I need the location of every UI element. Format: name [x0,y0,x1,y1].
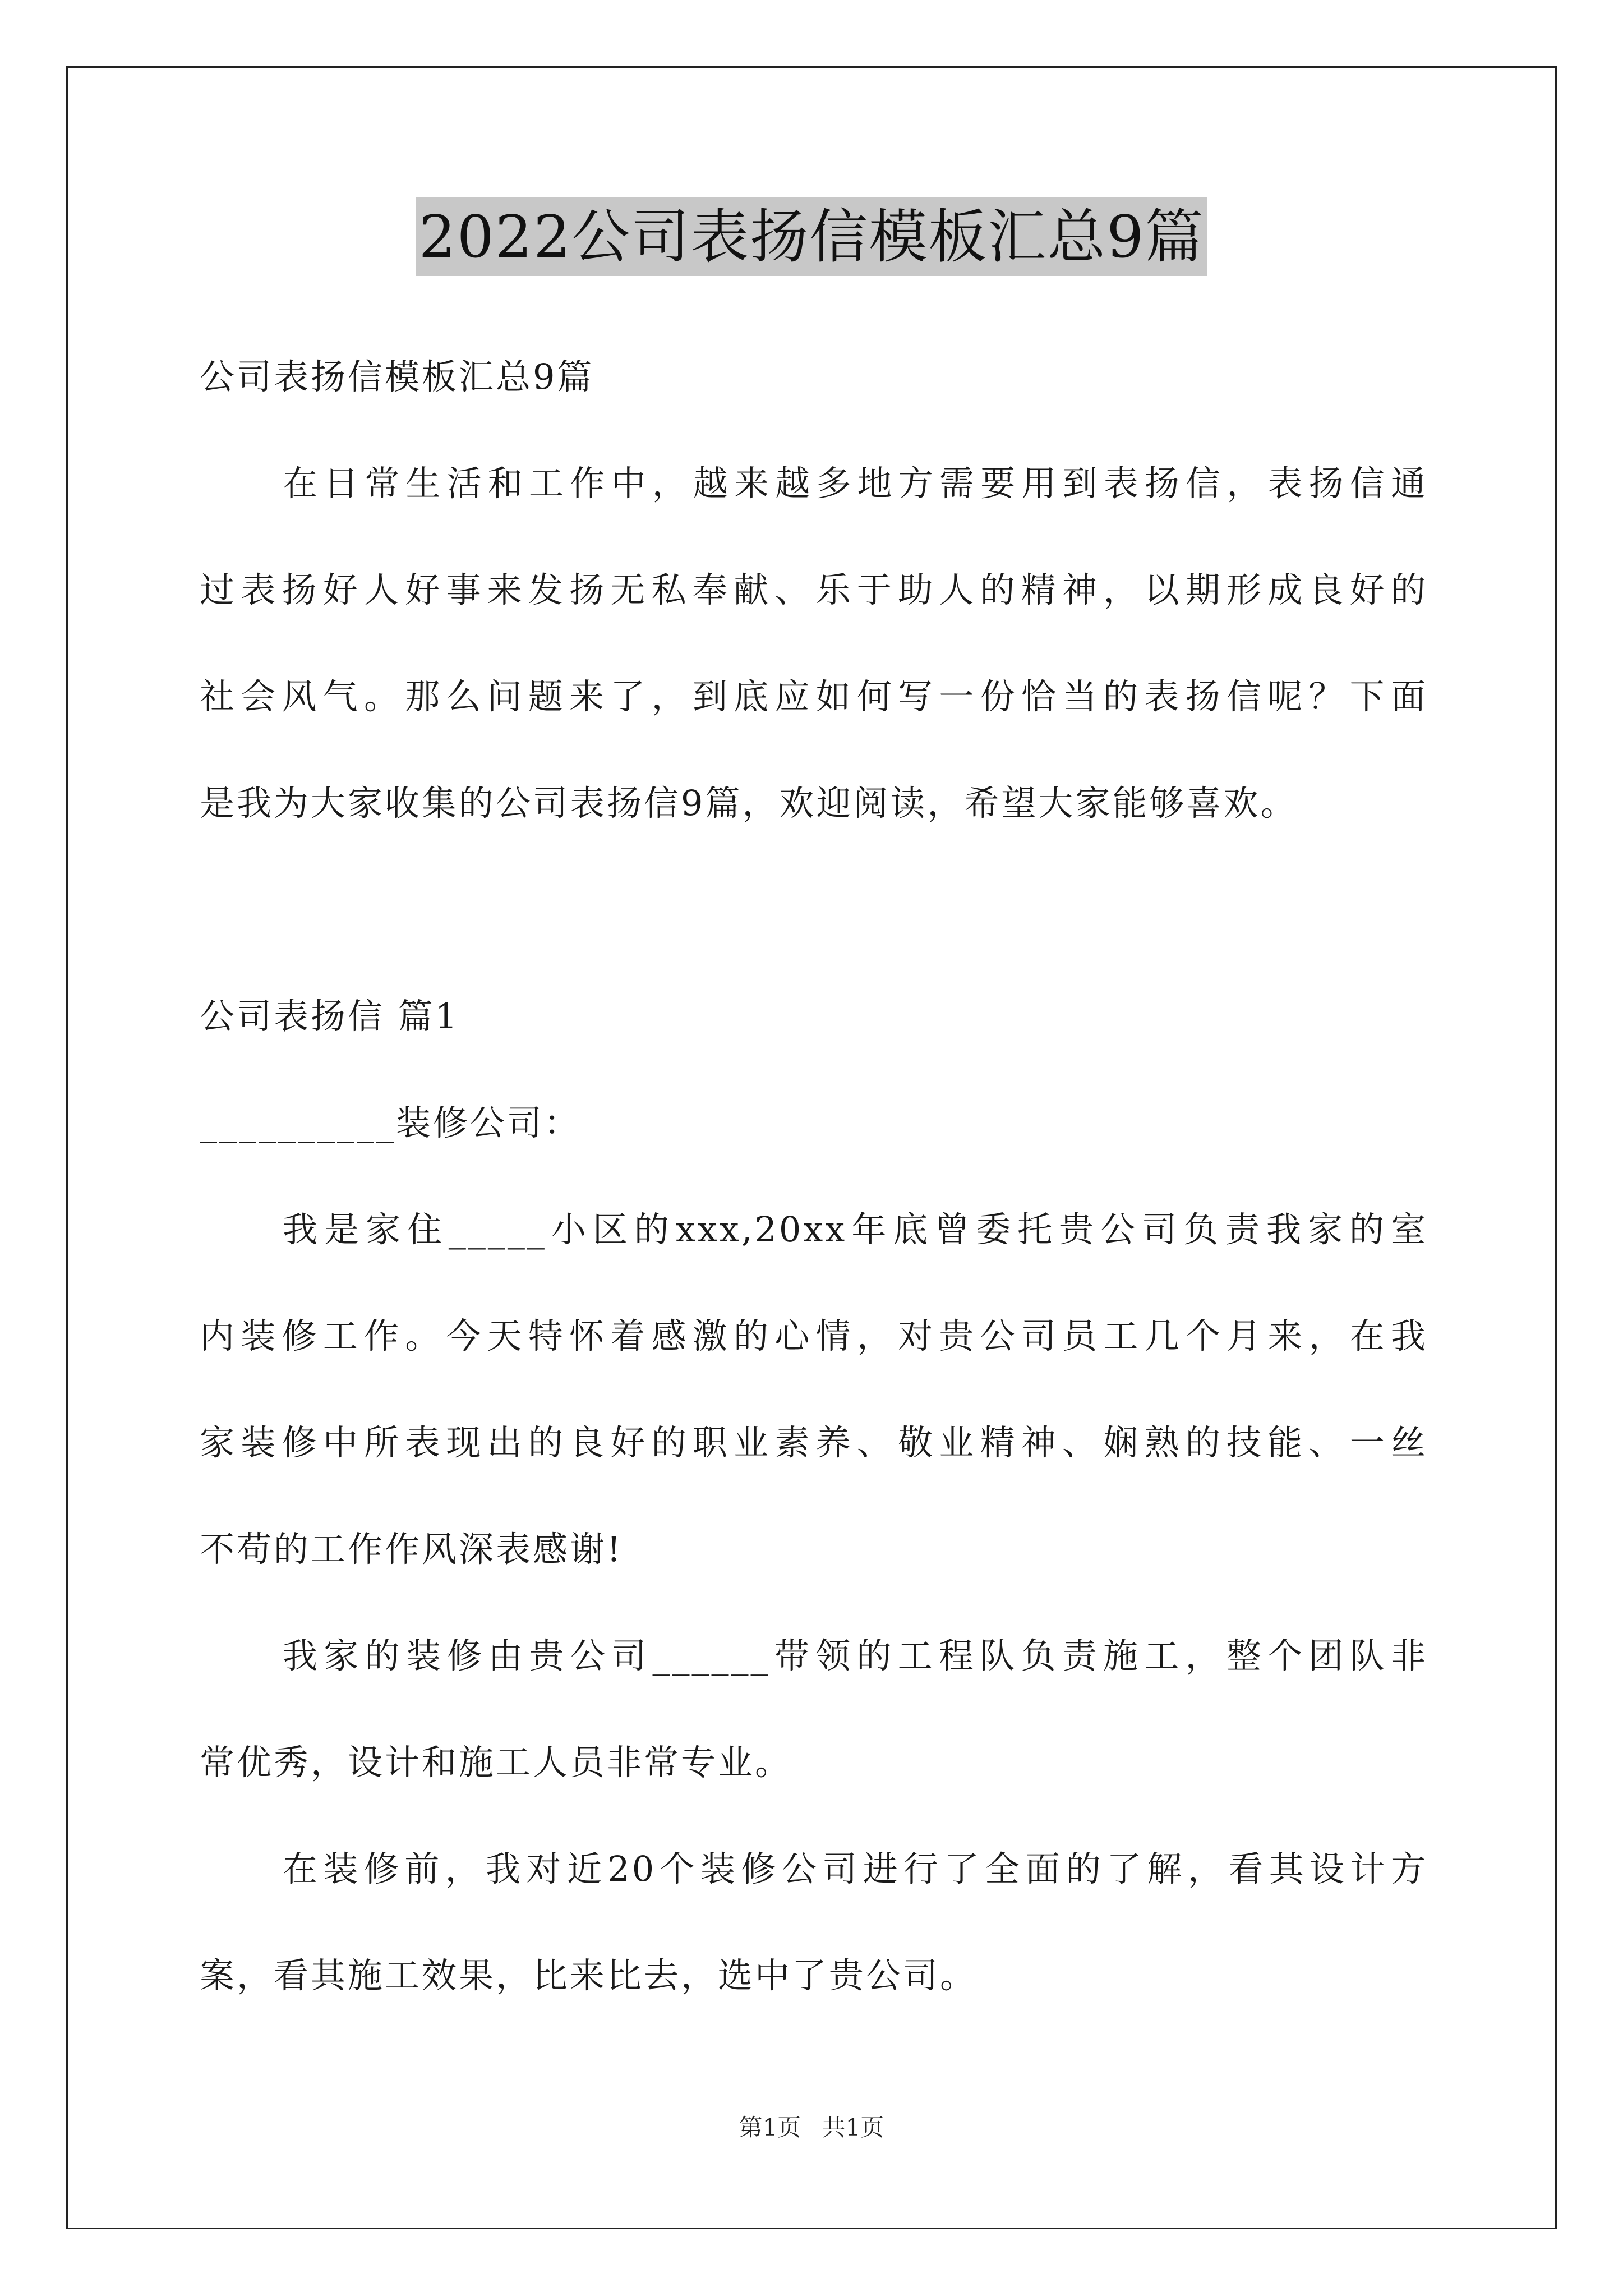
page-total: 共1页 [822,2114,884,2141]
page-number: 第1页 [739,2114,801,2141]
subtitle: 公司表扬信模板汇总9篇 [200,356,594,397]
salutation: __________装修公司： [200,1102,582,1143]
paragraph-line: 内装修工作。今天特怀着感激的心情，对贵公司员工几个月来，在我 [200,1315,1428,1356]
paragraph-line: 不苟的工作作风深表感谢! [200,1529,623,1570]
title-container [0,197,1623,276]
section-heading: 公司表扬信 篇1 [200,996,460,1037]
document-title: 2022公司表扬信模板汇总9篇 [416,197,1208,276]
paragraph-line: 常优秀，设计和施工人员非常专业。 [200,1742,792,1783]
intro-line: 过表扬好人好事来发扬无私奉献、乐于助人的精神，以期形成良好的 [200,569,1428,610]
intro-line: 社会风气。那么问题来了，到底应如何写一份恰当的表扬信呢？下面 [200,676,1428,717]
paragraph-line: 我是家住_____小区的xxx,20xx年底曾委托贵公司负责我家的室 [283,1209,1428,1250]
paragraph-line: 家装修中所表现出的良好的职业素养、敬业精神、娴熟的技能、一丝 [200,1422,1428,1463]
intro-line: 在日常生活和工作中，越来越多地方需要用到表扬信，表扬信通 [283,463,1428,504]
intro-line: 是我为大家收集的公司表扬信9篇，欢迎阅读，希望大家能够喜欢。 [200,783,1298,823]
paragraph-line: 我家的装修由贵公司______带领的工程队负责施工，整个团队非 [283,1635,1428,1676]
paragraph-line: 案，看其施工效果，比来比去，选中了贵公司。 [200,1955,978,1996]
paragraph-line: 在装修前，我对近20个装修公司进行了全面的了解，看其设计方 [283,1848,1428,1889]
page-footer [0,2112,1623,2143]
